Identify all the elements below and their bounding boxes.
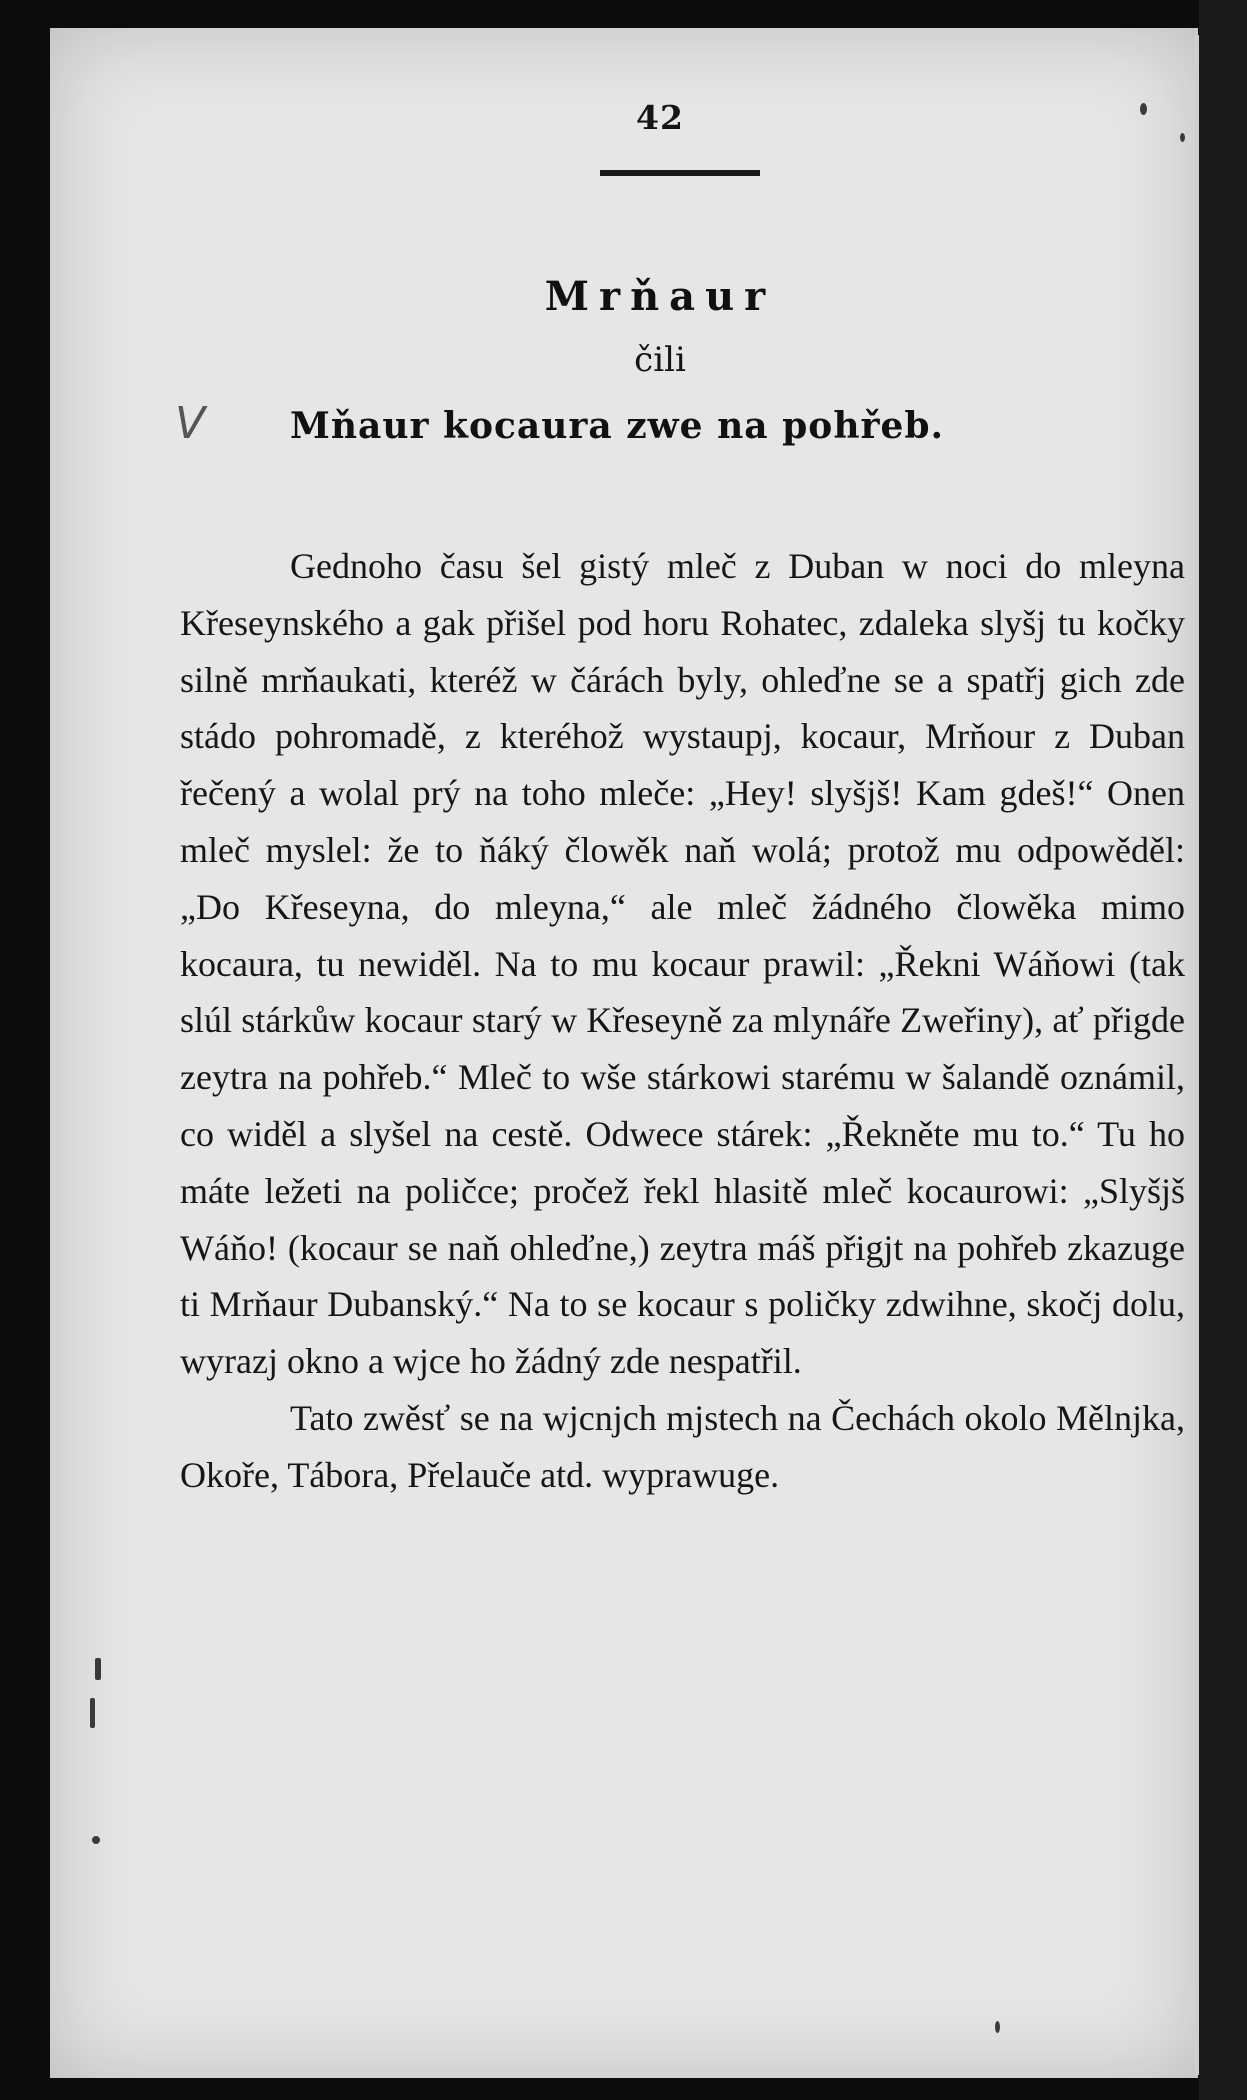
ink-speck (95, 1658, 101, 1680)
ink-speck (90, 1698, 95, 1728)
chapter-title: Mrňaur (544, 273, 776, 320)
header-rule (600, 170, 760, 176)
ink-speck (1140, 103, 1147, 115)
ink-speck (995, 2021, 1000, 2033)
title-conjunction: čili (634, 340, 686, 380)
chapter-subtitle: Mňaur kocaura zwe na pohřeb. (290, 405, 945, 447)
page-number: 42 (636, 98, 684, 137)
ink-speck (1180, 133, 1185, 142)
scan-border (1199, 0, 1247, 2100)
story-text (180, 538, 1185, 1504)
handwritten-margin-mark: V (175, 398, 206, 449)
paragraph: Gednoho času šel gistý mleč z Duban w noci do mleyna Křeseynského a gak přišel pod horu Rohatec, zdaleka slyšj tu kočky silně mrňaukati, kteréž w čárách byly, ohleďne se a spatřj gich zde stádo pohromadě, z kteréhož wystaupj, kocaur, Mrňour z Duban řečený a wolal prý na toho mleče: „Hey! slyšjš! Kam gdeš!“ Onen mleč myslel: že to ňáký člowěk naň wolá; protož mu odpowěděl: „Do Křeseyna, do mleyna,“ ale mleč žádného člowěka mimo kocaura, tu newiděl. Na to mu kocaur prawil: „Řekni Wáňowi (tak slúl stárkůw kocaur starý w Křeseyně za mlynáře Zweřiny), ať přigde zeytra na pohřeb.“ Mleč to wše stárkowi starému w šalandě oznámil, co widěl a slyšel na cestě. Odwece stárek: „Řekněte mu to.“ Tu ho máte ležeti na poličce; pročež řekl hlasitě mleč kocaurowi: „Slyšjš Wáňo! (kocaur se naň ohleďne,) zeytra máš přigjt na pohřeb zkazuge ti Mrňaur Dubanský.“ Na to se kocaur s poličky zdwihne, skočj dolu, wyrazj okno a wjce ho žádný zde nespatřil. (180, 546, 1185, 1382)
paragraph: Tato zwěsť se na wjcnjch mjstech na Čechách okolo Mělnjka, Okoře, Tábora, Přelauče atd. wyprawuge. (180, 1397, 1185, 1495)
ink-speck (92, 1836, 100, 1844)
